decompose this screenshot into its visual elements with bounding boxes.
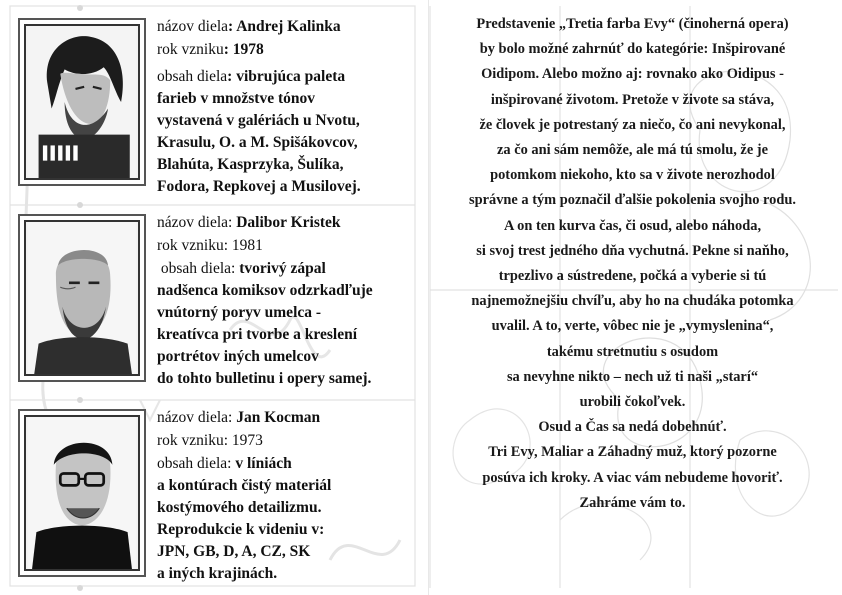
content-label: obsah diela (157, 68, 228, 85)
artist-year: 1973 (231, 432, 263, 449)
story-line: Tri Evy, Maliar a Záhadný muž, ktorý pozorne (488, 444, 777, 461)
content-line: vystavená v galériách u Nvotu, (157, 112, 360, 129)
title-label: názov diela (157, 409, 229, 426)
content-line: Krasulu, O. a M. Spišákovcov, (157, 134, 358, 151)
story-line: posúva ich kroky. A viac vám nebudeme hovoriť. (482, 469, 783, 486)
content-line: kostýmového detailizmu. (157, 499, 322, 516)
artist-card: názov diela: Jan Kocman rok vzniku: 1973 obsah diela: v líniách a kontúrach čistý materiál kostýmového detailizmu. Reprodukcie k videniu v: JPN, GB, D, A, CZ, SK a iných krajinách. (12, 403, 427, 593)
content-line: vnútorný poryv umelca - (157, 304, 322, 321)
play-description (430, 12, 835, 516)
artist-year: 1981 (231, 237, 263, 254)
content-line: Reprodukcie k videniu v: (157, 521, 325, 538)
content-line: Blahúta, Kasprzyka, Šulíka, (157, 156, 344, 173)
portrait-frame (18, 18, 146, 186)
content-line: tvorivý zápal (239, 260, 326, 277)
story-line: Oidipom. Alebo možno aj: rovnako ako Oidipus - (481, 66, 784, 83)
title-label: názov diela (157, 214, 229, 231)
artist-card: názov diela: Andrej Kalinka rok vzniku: 1978 obsah diela: vibrujúca paleta farieb v množstve tónov vystavená v galériách u Nvotu, Krasulu, O. a M. Spišákovcov, Blahúta, Kasprzyka, Šulíka, Fodora, Repkovej a Musilovej. (12, 12, 427, 208)
content-line: JPN, GB, D, A, CZ, SK (157, 543, 311, 560)
title-label: názov diela (157, 18, 229, 35)
story-line: Osud a Čas sa nedá dobehnúť. (538, 419, 727, 436)
story-line: Predstavenie „Tretia farba Evy“ (činoherná opera) (476, 16, 789, 32)
portrait-glasses-icon (26, 417, 138, 569)
story-line: za čo ani sám nemôže, ale má tú smolu, že je (497, 142, 768, 159)
portrait-long-hair-accordion-icon (26, 26, 138, 178)
story-line: najnemožnejšiu chvíľu, aby ho na chudáka potomka (471, 293, 794, 310)
artist-name: Jan Kocman (236, 409, 321, 426)
content-line: kreatívca pri tvorbe a kreslení (157, 326, 358, 343)
story-line: sa nevyhne nikto – nech už ti naši „starí“ (506, 368, 759, 385)
story-line: takému stretnutiu s osudom (546, 343, 719, 360)
story-line: potomkom niekoho, kto sa v živote nerozhodol (490, 167, 775, 184)
content-label: obsah diela (157, 455, 228, 472)
story-line: že človek je potrestaný za niečo, čo ani nevykonal, (479, 116, 786, 133)
column-divider (428, 0, 429, 595)
content-line: portrétov iných umelcov (157, 348, 319, 365)
portrait-bald-bearded-icon (26, 222, 138, 374)
artist-name: Dalibor Kristek (236, 214, 341, 231)
story-line: si svoj trest jedného dňa vychutná. Pekne si naňho, (476, 242, 789, 259)
artist-card: názov diela: Dalibor Kristek rok vzniku: 1981 obsah diela: tvorivý zápal nadšenca komiksov odzrkadľuje vnútorný poryv umelca - kreatívca pri tvorbe a kreslení portrétov iných umelcov do tohto bulletinu i opery samej. (12, 208, 427, 403)
portrait-frame (18, 409, 146, 577)
content-line: a kontúrach čistý materiál (157, 477, 332, 494)
portrait-frame (18, 214, 146, 382)
content-line: do tohto bulletinu i opery samej. (157, 370, 372, 387)
story-line: trpezlivo a sústredene, počká a vyberie si tú (498, 268, 767, 285)
content-line: farieb v množstve tónov (157, 90, 315, 107)
content-line: vibrujúca paleta (236, 68, 346, 85)
content-line: v líniách (235, 455, 292, 472)
story-line: Zahráme vám to. (579, 494, 686, 511)
story-line: správne a tým poznačil ďalšie pokolenia svojho rodu. (469, 192, 796, 209)
content-label: obsah diela (160, 260, 232, 277)
content-line: a iných krajinách. (157, 565, 278, 582)
artist-year: 1978 (232, 41, 264, 58)
content-line: nadšenca komiksov odzrkadľuje (157, 282, 373, 299)
content-line: Fodora, Repkovej a Musilovej. (157, 178, 361, 195)
story-line: A on ten kurva čas, či osud, alebo náhoda, (503, 217, 762, 234)
story-line: by bolo možné zahrnúť do kategórie: Inšpirované (479, 41, 786, 58)
story-line: uvalil. A to, verte, vôbec nie je „vymyslenina“, (491, 318, 774, 335)
year-label: rok vzniku (157, 432, 224, 449)
story-line: inšpirované životom. Pretože v živote sa stáva, (490, 91, 775, 108)
artist-name: Andrej Kalinka (236, 18, 341, 35)
year-label: rok vzniku (157, 41, 224, 58)
year-label: rok vzniku (157, 237, 224, 254)
story-line: urobili čokoľvek. (579, 394, 686, 411)
